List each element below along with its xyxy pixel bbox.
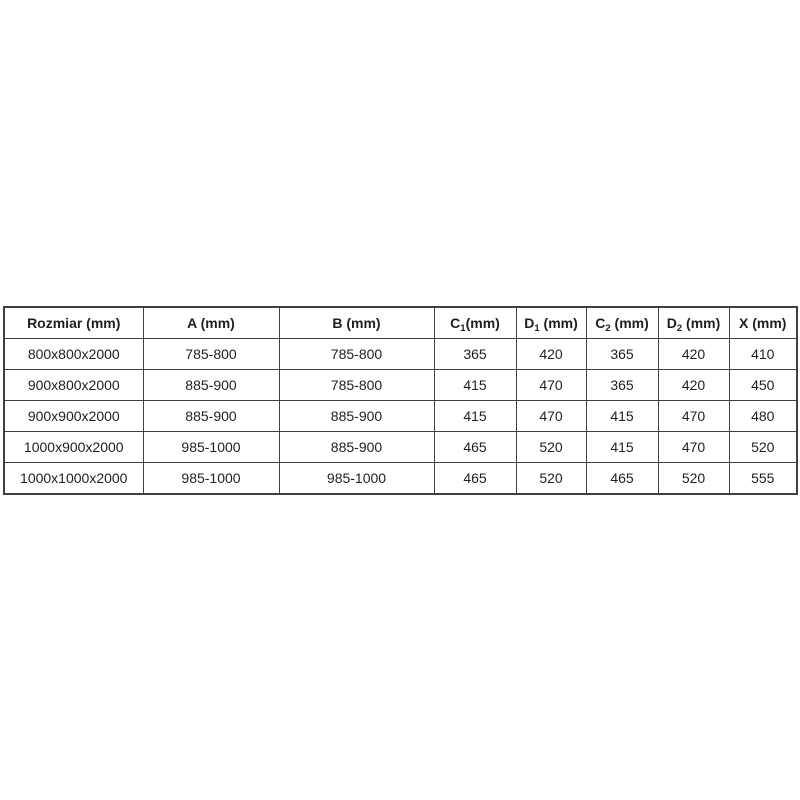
- table-cell: 410: [729, 339, 797, 370]
- column-header-rozmiar: [4, 307, 143, 339]
- table-cell: 520: [658, 463, 729, 495]
- column-header-c1: [434, 307, 516, 339]
- table-cell: 985-1000: [279, 463, 434, 495]
- table-row: [4, 432, 797, 463]
- table-cell: 885-900: [143, 370, 279, 401]
- table-cell: 365: [586, 370, 658, 401]
- table-row: [4, 370, 797, 401]
- table-cell: 800x800x2000: [4, 339, 143, 370]
- table-cell: 1000x1000x2000: [4, 463, 143, 495]
- table-cell: 415: [434, 370, 516, 401]
- table-cell: 465: [434, 432, 516, 463]
- table-cell: 1000x900x2000: [4, 432, 143, 463]
- table-cell: 365: [434, 339, 516, 370]
- table-cell: 480: [729, 401, 797, 432]
- table-cell: 885-900: [143, 401, 279, 432]
- table-cell: 415: [586, 432, 658, 463]
- table-cell: 885-900: [279, 401, 434, 432]
- table-cell: 520: [729, 432, 797, 463]
- column-header-a: [143, 307, 279, 339]
- column-header-suffix: (mm): [465, 315, 500, 331]
- column-header-suffix: (mm): [610, 315, 649, 331]
- column-header-x: [729, 307, 797, 339]
- table-cell: 520: [516, 463, 586, 495]
- column-header-c2: [586, 307, 658, 339]
- table-cell: 415: [586, 401, 658, 432]
- table-cell: 785-800: [143, 339, 279, 370]
- column-header-label: C: [595, 315, 606, 331]
- table-cell: 785-800: [279, 339, 434, 370]
- table-cell: 470: [516, 370, 586, 401]
- column-header-label: C: [450, 315, 461, 331]
- table-cell: 900x900x2000: [4, 401, 143, 432]
- table-cell: 900x800x2000: [4, 370, 143, 401]
- column-header-subscript: 2: [676, 323, 683, 334]
- table-cell: 470: [516, 401, 586, 432]
- column-header-suffix: (mm): [682, 315, 721, 331]
- table-cell: 420: [658, 339, 729, 370]
- column-header-label: D: [666, 315, 677, 331]
- column-header-subscript: 2: [605, 323, 611, 334]
- table-row: [4, 463, 797, 495]
- column-header-subscript: 1: [534, 323, 540, 334]
- table-row: [4, 339, 797, 370]
- table-row: [4, 401, 797, 432]
- column-header-suffix: (mm): [539, 315, 578, 331]
- column-header-subscript: 1: [460, 323, 466, 334]
- table-cell: 420: [658, 370, 729, 401]
- column-header-d1: [516, 307, 586, 339]
- header-row: [4, 307, 797, 339]
- table-cell: 365: [586, 339, 658, 370]
- column-header-label: Rozmiar (mm): [27, 315, 121, 331]
- dimensions-table: [3, 306, 798, 495]
- column-header-b: [279, 307, 434, 339]
- table-cell: 450: [729, 370, 797, 401]
- table-cell: 465: [586, 463, 658, 495]
- column-header-d2: [658, 307, 729, 339]
- table-cell: 555: [729, 463, 797, 495]
- table-cell: 470: [658, 432, 729, 463]
- column-header-label: A (mm): [187, 315, 235, 331]
- table-cell: 465: [434, 463, 516, 495]
- table-cell: 985-1000: [143, 463, 279, 495]
- column-header-label: B (mm): [332, 315, 381, 331]
- column-header-label: X (mm): [739, 315, 787, 331]
- table-cell: 985-1000: [143, 432, 279, 463]
- column-header-label: D: [524, 315, 535, 331]
- table-cell: 420: [516, 339, 586, 370]
- table-cell: 885-900: [279, 432, 434, 463]
- table-cell: 520: [516, 432, 586, 463]
- table-cell: 415: [434, 401, 516, 432]
- table-cell: 470: [658, 401, 729, 432]
- table-cell: 785-800: [279, 370, 434, 401]
